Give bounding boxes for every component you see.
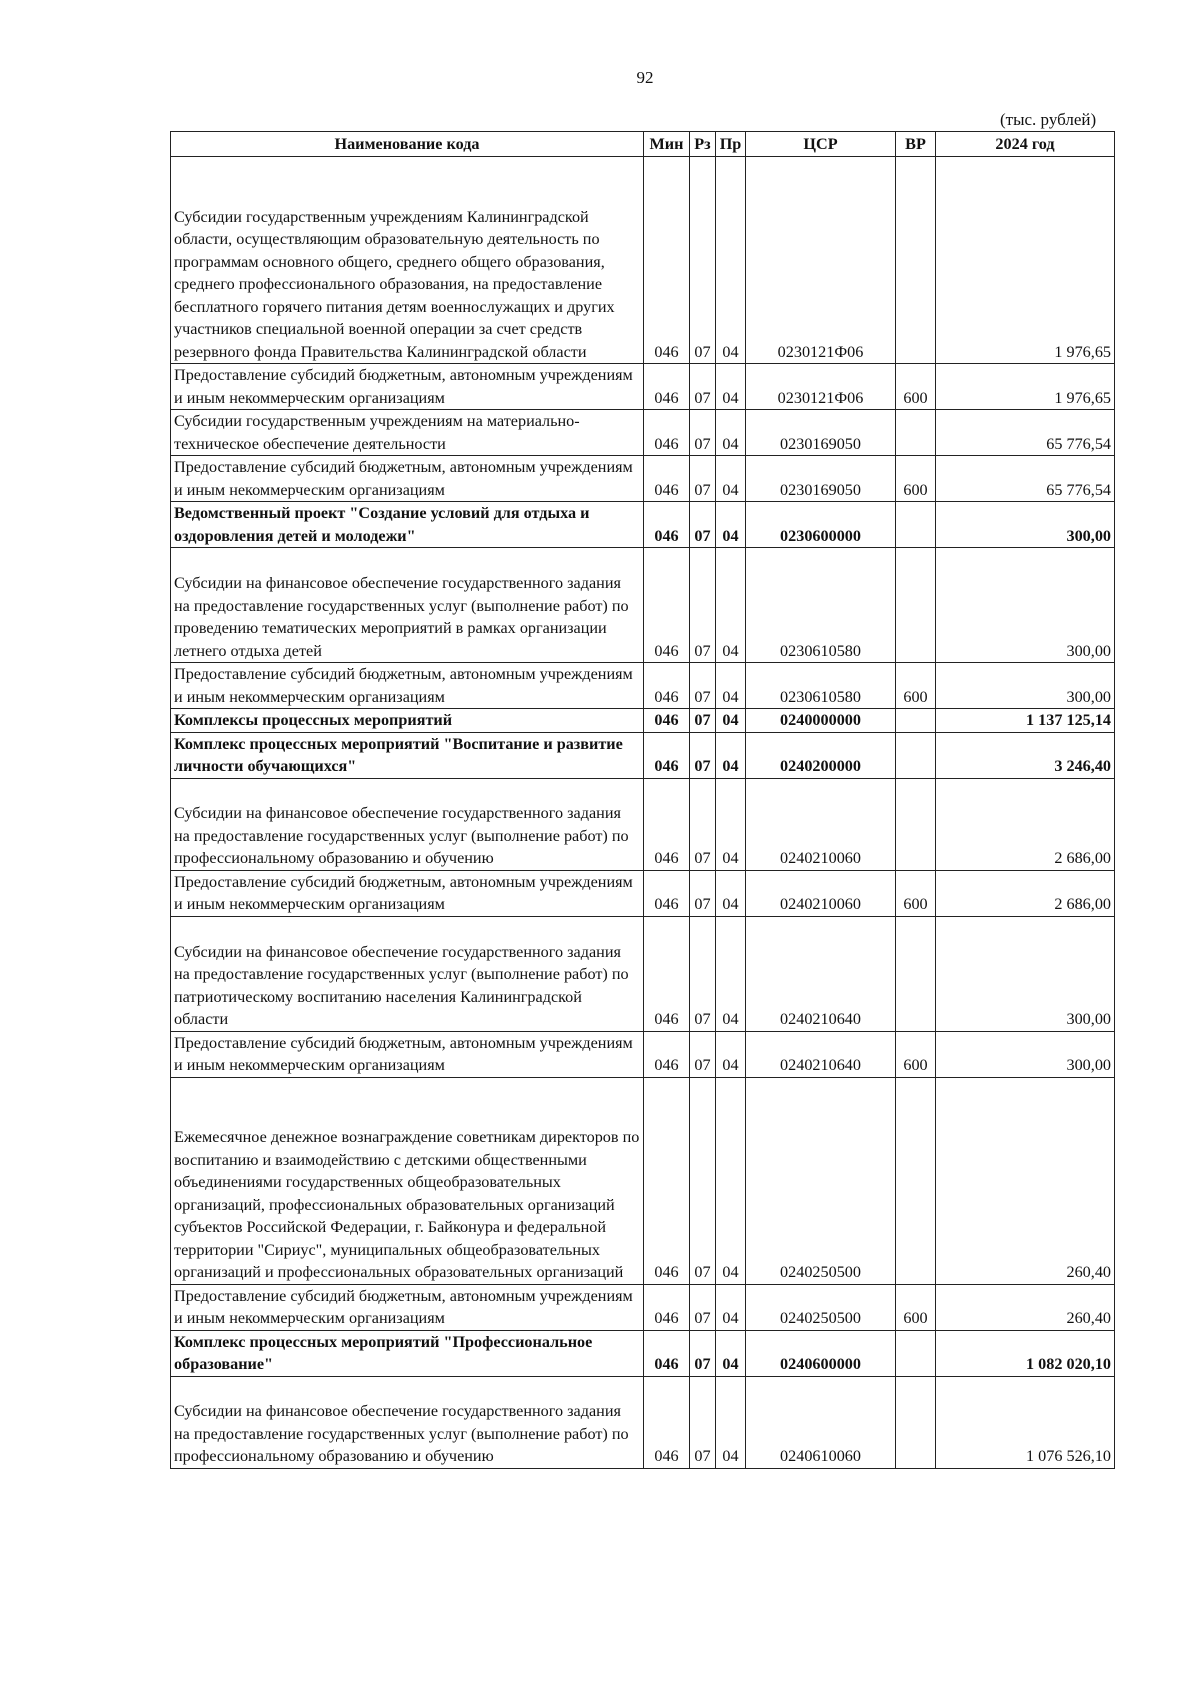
cell-min: 046 [644,916,690,1031]
table-row [171,548,1115,663]
cell-pr: 04 [716,732,746,778]
cell-vr [896,502,936,548]
cell-rz: 07 [690,870,716,916]
cell-vr [896,778,936,870]
cell-sum: 300,00 [936,663,1115,709]
cell-rz: 07 [690,548,716,663]
table-row [171,157,1115,364]
cell-rz: 07 [690,364,716,410]
header-csr: ЦСР [746,132,896,157]
cell-name: Субсидии на финансовое обеспечение государственного задания на предоставление государственных услуг (выполнение работ) по патриотическому воспитанию населения Калининградской области [171,916,644,1031]
cell-sum: 1 082 020,10 [936,1330,1115,1376]
table-row [171,778,1115,870]
header-rz: Рз [690,132,716,157]
cell-min: 046 [644,1077,690,1284]
cell-pr: 04 [716,1031,746,1077]
cell-name: Предоставление субсидий бюджетным, автономным учреждениям и иным некоммерческим организациям [171,663,644,709]
budget-table [170,131,1115,1469]
cell-pr: 04 [716,778,746,870]
cell-sum: 260,40 [936,1284,1115,1330]
cell-name: Комплексы процессных мероприятий [171,709,644,733]
cell-csr: 0230121Ф06 [746,157,896,364]
cell-csr: 0240610060 [746,1376,896,1468]
cell-vr [896,916,936,1031]
cell-rz: 07 [690,1077,716,1284]
cell-vr [896,410,936,456]
cell-rz: 07 [690,1330,716,1376]
cell-sum: 300,00 [936,548,1115,663]
cell-sum: 300,00 [936,502,1115,548]
cell-pr: 04 [716,709,746,733]
table-row [171,364,1115,410]
cell-rz: 07 [690,732,716,778]
cell-csr: 0240200000 [746,732,896,778]
cell-csr: 0230610580 [746,548,896,663]
table-row [171,1077,1115,1284]
table-row [171,410,1115,456]
header-vr: ВР [896,132,936,157]
cell-name: Предоставление субсидий бюджетным, автономным учреждениям и иным некоммерческим организациям [171,870,644,916]
cell-csr: 0230169050 [746,410,896,456]
cell-vr: 600 [896,364,936,410]
cell-csr: 0240210640 [746,916,896,1031]
cell-sum: 1 076 526,10 [936,1376,1115,1468]
cell-rz: 07 [690,663,716,709]
table-row [171,870,1115,916]
cell-pr: 04 [716,663,746,709]
cell-csr: 0230600000 [746,502,896,548]
cell-min: 046 [644,732,690,778]
cell-sum: 300,00 [936,1031,1115,1077]
cell-vr [896,709,936,733]
cell-sum: 1 976,65 [936,157,1115,364]
table-row [171,456,1115,502]
cell-sum: 2 686,00 [936,870,1115,916]
cell-rz: 07 [690,1031,716,1077]
table-row [171,1031,1115,1077]
cell-rz: 07 [690,1284,716,1330]
cell-name: Предоставление субсидий бюджетным, автономным учреждениям и иным некоммерческим организациям [171,364,644,410]
header-year: 2024 год [936,132,1115,157]
cell-pr: 04 [716,548,746,663]
cell-sum: 65 776,54 [936,456,1115,502]
header-pr: Пр [716,132,746,157]
cell-csr: 0240600000 [746,1330,896,1376]
cell-sum: 1 976,65 [936,364,1115,410]
cell-vr [896,1077,936,1284]
cell-rz: 07 [690,778,716,870]
cell-sum: 3 246,40 [936,732,1115,778]
table-row [171,732,1115,778]
cell-min: 046 [644,1376,690,1468]
cell-min: 046 [644,1284,690,1330]
cell-name: Субсидии на финансовое обеспечение государственного задания на предоставление государственных услуг (выполнение работ) по профессиональному образованию и обучению [171,1376,644,1468]
cell-rz: 07 [690,709,716,733]
cell-min: 046 [644,456,690,502]
cell-pr: 04 [716,1077,746,1284]
cell-vr: 600 [896,1284,936,1330]
table-row [171,709,1115,733]
cell-pr: 04 [716,456,746,502]
cell-name: Ежемесячное денежное вознаграждение советникам директоров по воспитанию и взаимодействию с детскими общественными объединениями государственных общеобразовательных организаций, профессиональных образовательных организаций субъектов Российской Федерации, г. Байконура и федеральной территории "Сириус", муниципальных общеобразовательных организаций и профессиональных образовательных организаций [171,1077,644,1284]
cell-rz: 07 [690,157,716,364]
cell-min: 046 [644,410,690,456]
cell-min: 046 [644,778,690,870]
cell-csr: 0240210640 [746,1031,896,1077]
cell-min: 046 [644,663,690,709]
cell-vr [896,548,936,663]
header-min: Мин [644,132,690,157]
cell-min: 046 [644,1330,690,1376]
cell-sum: 1 137 125,14 [936,709,1115,733]
cell-vr: 600 [896,1031,936,1077]
cell-name: Субсидии государственным учреждениям на материально-техническое обеспечение деятельности [171,410,644,456]
page-number: 92 [636,68,654,87]
cell-vr: 600 [896,870,936,916]
cell-pr: 04 [716,410,746,456]
cell-name: Субсидии на финансовое обеспечение государственного задания на предоставление государственных услуг (выполнение работ) по профессиональному образованию и обучению [171,778,644,870]
cell-name: Комплекс процессных мероприятий "Воспитание и развитие личности обучающихся" [171,732,644,778]
table-row [171,1284,1115,1330]
cell-csr: 0240250500 [746,1077,896,1284]
table-row [171,1330,1115,1376]
cell-name: Субсидии на финансовое обеспечение государственного задания на предоставление государственных услуг (выполнение работ) по проведению тематических мероприятий в рамках организации летнего отдыха детей [171,548,644,663]
table-row [171,502,1115,548]
cell-vr [896,1376,936,1468]
cell-min: 046 [644,364,690,410]
cell-min: 046 [644,502,690,548]
cell-min: 046 [644,157,690,364]
cell-csr: 0240000000 [746,709,896,733]
cell-vr [896,732,936,778]
cell-vr [896,157,936,364]
cell-name: Предоставление субсидий бюджетным, автономным учреждениям и иным некоммерческим организациям [171,1031,644,1077]
table-row [171,1376,1115,1468]
header-name: Наименование кода [171,132,644,157]
cell-rz: 07 [690,502,716,548]
cell-pr: 04 [716,1376,746,1468]
cell-pr: 04 [716,364,746,410]
cell-csr: 0230610580 [746,663,896,709]
cell-rz: 07 [690,916,716,1031]
cell-csr: 0240250500 [746,1284,896,1330]
table-row [171,663,1115,709]
table-row [171,916,1115,1031]
cell-rz: 07 [690,1376,716,1468]
cell-vr [896,1330,936,1376]
cell-min: 046 [644,870,690,916]
cell-csr: 0240210060 [746,870,896,916]
cell-csr: 0240210060 [746,778,896,870]
cell-sum: 2 686,00 [936,778,1115,870]
table-body [171,157,1115,1469]
cell-pr: 04 [716,1284,746,1330]
cell-pr: 04 [716,916,746,1031]
cell-rz: 07 [690,456,716,502]
cell-vr: 600 [896,663,936,709]
cell-name: Ведомственный проект "Создание условий для отдыха и оздоровления детей и молодежи" [171,502,644,548]
cell-sum: 260,40 [936,1077,1115,1284]
cell-csr: 0230121Ф06 [746,364,896,410]
cell-sum: 65 776,54 [936,410,1115,456]
cell-name: Предоставление субсидий бюджетным, автономным учреждениям и иным некоммерческим организациям [171,456,644,502]
units-label: (тыс. рублей) [1000,110,1097,129]
cell-pr: 04 [716,502,746,548]
cell-pr: 04 [716,870,746,916]
cell-name: Предоставление субсидий бюджетным, автономным учреждениям и иным некоммерческим организациям [171,1284,644,1330]
cell-name: Комплекс процессных мероприятий "Профессиональное образование" [171,1330,644,1376]
cell-pr: 04 [716,1330,746,1376]
cell-sum: 300,00 [936,916,1115,1031]
cell-pr: 04 [716,157,746,364]
cell-csr: 0230169050 [746,456,896,502]
cell-min: 046 [644,709,690,733]
table-header-row [171,132,1115,157]
cell-rz: 07 [690,410,716,456]
cell-min: 046 [644,548,690,663]
cell-min: 046 [644,1031,690,1077]
cell-name: Субсидии государственным учреждениям Калининградской области, осуществляющим образовательную деятельность по программам основного общего, среднего общего образования, среднего профессионального образования, на предоставление бесплатного горячего питания детям военнослужащих и других участников специальной военной операции за счет средств резервного фонда Правительства Калининградской области [171,157,644,364]
cell-vr: 600 [896,456,936,502]
